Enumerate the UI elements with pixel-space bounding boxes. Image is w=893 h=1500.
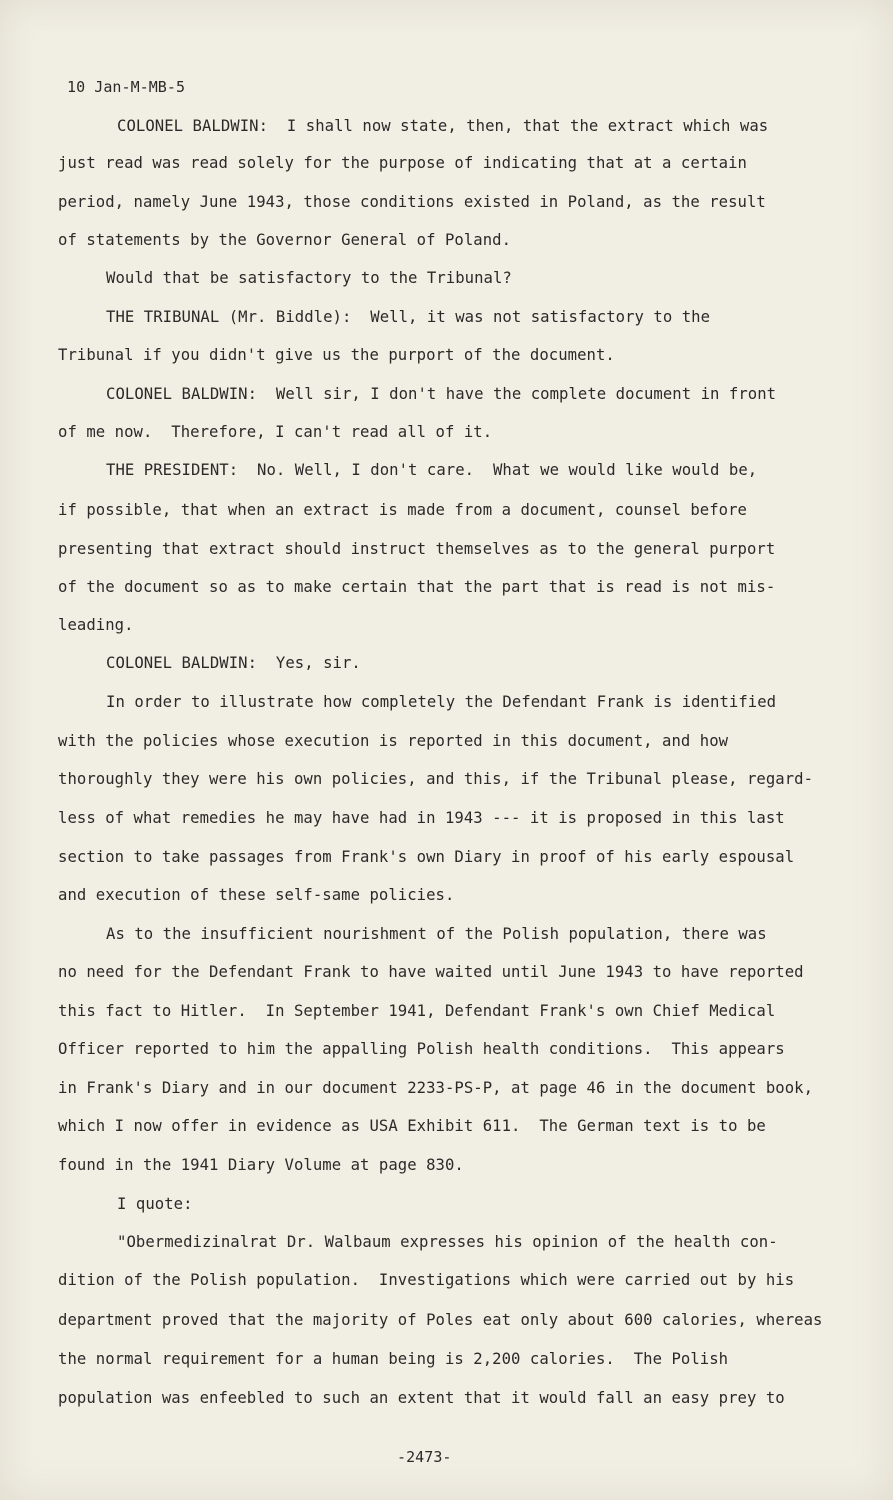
text-line: found in the 1941 Diary Volume at page 830. bbox=[58, 1156, 464, 1174]
text-line: thoroughly they were his own policies, and this, if the Tribunal please, regard- bbox=[58, 770, 814, 788]
text-line: just read was read solely for the purpose of indicating that at a certain bbox=[58, 154, 747, 172]
text-line: with the policies whose execution is reported in this document, and how bbox=[58, 732, 729, 750]
text-line: no need for the Defendant Frank to have waited until June 1943 to have reported bbox=[58, 963, 804, 981]
text-line: As to the insufficient nourishment of the Polish population, there was bbox=[106, 925, 767, 943]
text-line: I quote: bbox=[117, 1195, 193, 1213]
text-line: population was enfeebled to such an extent that it would fall an easy prey to bbox=[58, 1389, 785, 1407]
text-line: THE PRESIDENT: No. Well, I don't care. What we would like would be, bbox=[106, 461, 758, 479]
text-line: in Frank's Diary and in our document 2233-PS-P, at page 46 in the document book, bbox=[58, 1079, 814, 1097]
page-header: 10 Jan-M-MB-5 bbox=[67, 78, 186, 96]
text-line: section to take passages from Frank's own Diary in proof of his early espousal bbox=[58, 848, 795, 866]
text-line: Officer reported to him the appalling Polish health conditions. This appears bbox=[58, 1040, 785, 1058]
text-line: presenting that extract should instruct themselves as to the general purport bbox=[58, 540, 776, 558]
text-line: COLONEL BALDWIN: Well sir, I don't have the complete document in front bbox=[106, 385, 777, 403]
text-line: COLONEL BALDWIN: I shall now state, then, that the extract which was bbox=[117, 117, 769, 135]
text-line: THE TRIBUNAL (Mr. Biddle): Well, it was not satisfactory to the bbox=[106, 308, 711, 326]
text-line: Tribunal if you didn't give us the purport of the document. bbox=[58, 346, 615, 364]
text-line: department proved that the majority of Poles eat only about 600 calories, whereas bbox=[58, 1311, 823, 1329]
text-line: period, namely June 1943, those conditions existed in Poland, as the result bbox=[58, 193, 766, 211]
text-line: and execution of these self-same policies. bbox=[58, 886, 455, 904]
text-line: Would that be satisfactory to the Tribunal? bbox=[106, 269, 512, 287]
text-line: if possible, that when an extract is made from a document, counsel before bbox=[58, 501, 747, 519]
text-line: which I now offer in evidence as USA Exhibit 611. The German text is to be bbox=[58, 1117, 766, 1135]
page-number: -2473- bbox=[397, 1448, 452, 1466]
text-line: COLONEL BALDWIN: Yes, sir. bbox=[106, 654, 361, 672]
text-line: the normal requirement for a human being is 2,200 calories. The Polish bbox=[58, 1350, 729, 1368]
text-line: leading. bbox=[58, 616, 134, 634]
text-line: this fact to Hitler. In September 1941, Defendant Frank's own Chief Medical bbox=[58, 1002, 776, 1020]
text-line: of statements by the Governor General of Poland. bbox=[58, 231, 512, 249]
text-line: In order to illustrate how completely the Defendant Frank is identified bbox=[106, 693, 777, 711]
text-line: dition of the Polish population. Investigations which were carried out by his bbox=[58, 1271, 795, 1289]
text-line: "Obermedizinalrat Dr. Walbaum expresses his opinion of the health con- bbox=[117, 1233, 778, 1251]
text-line: of me now. Therefore, I can't read all of it. bbox=[58, 423, 493, 441]
text-line: less of what remedies he may have had in 1943 --- it is proposed in this last bbox=[58, 809, 785, 827]
text-line: of the document so as to make certain that the part that is read is not mis- bbox=[58, 578, 776, 596]
